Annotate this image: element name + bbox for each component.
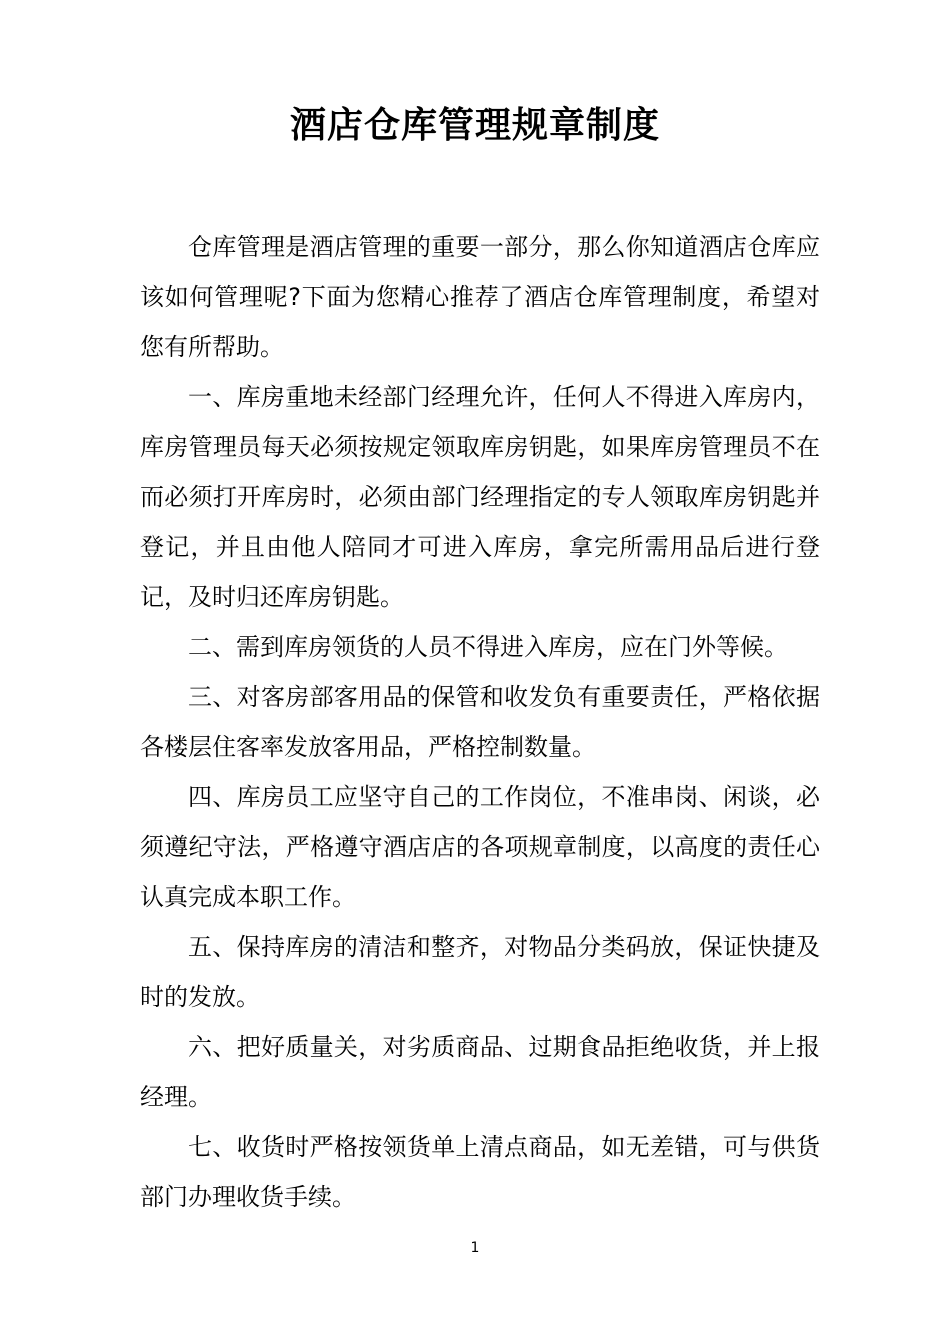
rule-paragraph-6: 六、把好质量关，对劣质商品、过期食品拒绝收货，并上报经理。 xyxy=(140,1033,820,1111)
rule-paragraph-7: 七、收货时严格按领货单上清点商品，如无差错，可与供货部门办理收货手续。 xyxy=(140,1133,820,1211)
page-number: 1 xyxy=(470,1240,480,1256)
document-body xyxy=(140,222,820,1222)
rule-paragraph-5: 五、保持库房的清洁和整齐，对物品分类码放，保证快捷及时的发放。 xyxy=(140,933,820,1011)
intro-paragraph: 仓库管理是酒店管理的重要一部分，那么你知道酒店仓库应该如何管理呢?下面为您精心推荐了酒店仓库管理制度，希望对您有所帮助。 xyxy=(140,233,820,361)
rule-paragraph-4: 四、库房员工应坚守自己的工作岗位，不准串岗、闲谈，必须遵纪守法，严格遵守酒店店的各项规章制度，以高度的责任心认真完成本职工作。 xyxy=(140,783,820,911)
rule-paragraph-2: 二、需到库房领货的人员不得进入库房，应在门外等候。 xyxy=(188,633,788,661)
document-title: 酒店仓库管理规章制度 xyxy=(289,105,660,146)
rule-paragraph-1: 一、库房重地未经部门经理允许，任何人不得进入库房内，库房管理员每天必须按规定领取库房钥匙，如果库房管理员不在而必须打开库房时，必须由部门经理指定的专人领取库房钥匙并登记，并且由他人陪同才可进入库房，拿完所需用品后进行登记，及时归还库房钥匙。 xyxy=(140,383,820,611)
rule-paragraph-3: 三、对客房部客用品的保管和收发负有重要责任，严格依据各楼层住客率发放客用品，严格控制数量。 xyxy=(140,683,820,761)
